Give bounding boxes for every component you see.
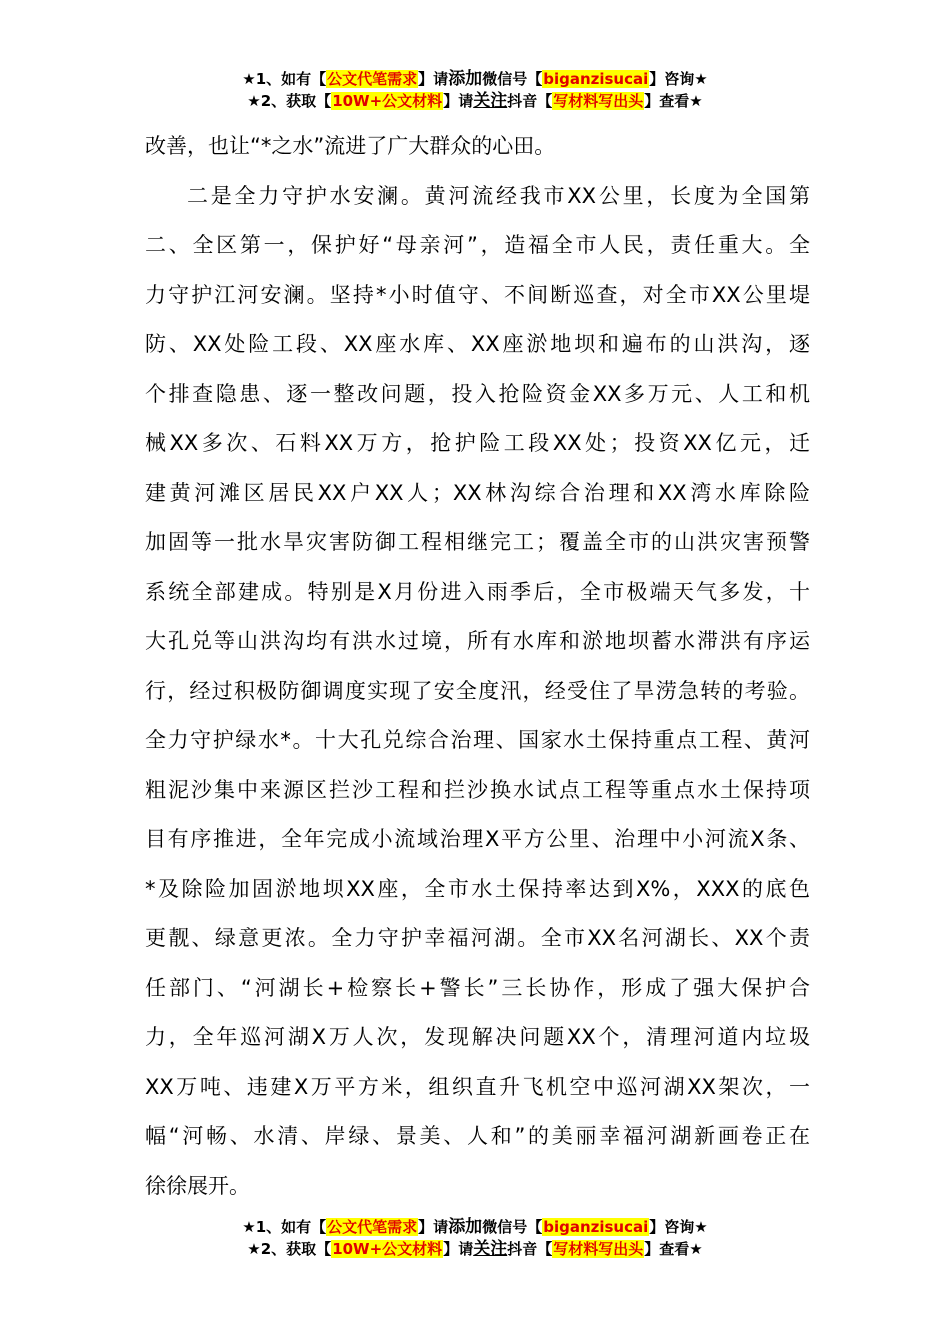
- banner-text: 抖音【: [507, 92, 553, 110]
- body-line: 系统全部建成。特别是X月份进入雨季后，全市极端天气多发，十: [145, 579, 810, 604]
- banner-text: ★2、获取【: [247, 1240, 332, 1258]
- banner-text: 微信号【: [482, 1218, 543, 1236]
- banner-highlight: 公文代笔需求: [327, 70, 418, 88]
- body-line: 更靓、绿意更浓。全力守护幸福河湖。全市XX名河湖长、XX个责: [145, 926, 810, 950]
- body-line: 力守护江河安澜。坚持*小时值守、不间断巡查，对全市XX公里堤: [145, 282, 810, 307]
- banner-highlight: 10W+公文材料: [332, 1240, 443, 1258]
- body-line: 目有序推进，全年完成小流域治理X平方公里、治理中小河流X条、: [145, 827, 810, 851]
- body-line: 建黄河滩区居民XX户XX人；XX林沟综合治理和XX湾水库除险: [145, 480, 810, 505]
- banner-text: ★2、获取【: [247, 92, 332, 110]
- banner-highlight: biganzisucai: [543, 70, 649, 88]
- body-line: 力，全年巡河湖X万人次，发现解决问题XX个，清理河道内垃圾: [145, 1025, 810, 1049]
- body-line: 改善，也让“*之水”流进了广大群众的心田。: [145, 134, 556, 158]
- body-line: 二是全力守护水安澜。黄河流经我市XX公里，长度为全国第: [187, 183, 810, 208]
- body-line: *及除险加固淤地坝XX座，全市水土保持率达到X%，XXX的底色: [145, 876, 810, 901]
- banner-emphasis: 关注: [473, 1239, 508, 1259]
- body-line: 个排查隐患、逐一整改问题，投入抢险资金XX多万元、人工和机: [145, 381, 810, 406]
- body-line: 二、全区第一，保护好“母亲河”，造福全市人民，责任重大。全: [145, 233, 810, 257]
- body-line: 徐徐展开。: [145, 1173, 250, 1198]
- header-banner: [0, 68, 950, 112]
- banner-emphasis: 添加: [448, 69, 483, 89]
- banner-highlight: 10W+公文材料: [332, 92, 443, 110]
- banner-text: ★1、如有【: [242, 70, 327, 88]
- banner-emphasis: 添加: [448, 1217, 483, 1237]
- body-line: 械XX多次、石料XX万方，抢护险工段XX处；投资XX亿元，迁: [145, 431, 810, 455]
- body-line: 幅“河畅、水清、岸绿、景美、人和”的美丽幸福河湖新画卷正在: [145, 1124, 810, 1148]
- banner-text: 微信号【: [482, 70, 543, 88]
- banner-text: 】请: [443, 92, 474, 110]
- banner-text: 】咨询★: [649, 70, 708, 88]
- banner-text: 抖音【: [507, 1240, 553, 1258]
- banner-text: 】查看★: [644, 1240, 703, 1258]
- banner-text: 】请: [443, 1240, 474, 1258]
- body-line: 行，经过积极防御调度实现了安全度汛，经受住了旱涝急转的考验。: [145, 678, 810, 703]
- body-line: 大孔兑等山洪沟均有洪水过境，所有水库和淤地坝蓄水滞洪有序运: [145, 629, 810, 653]
- banner-text: 】请: [418, 70, 449, 88]
- banner-text: 】查看★: [644, 92, 703, 110]
- body-line: 任部门、“河湖长+检察长+警长”三长协作，形成了强大保护合: [145, 975, 810, 1000]
- banner-emphasis: 关注: [473, 91, 508, 111]
- banner-highlight: 公文代笔需求: [327, 1218, 418, 1236]
- banner-text: 】请: [418, 1218, 449, 1236]
- footer-banner: [0, 1216, 950, 1260]
- body-line: XX万吨、违建X万平方米，组织直升飞机空中巡河湖XX架次，一: [145, 1074, 810, 1099]
- banner-highlight: 写材料写出头: [553, 92, 644, 110]
- body-line: 防、XX处险工段、XX座水库、XX座淤地坝和遍布的山洪沟，逐: [145, 332, 810, 356]
- banner-line-2: [0, 1238, 950, 1260]
- banner-highlight: 写材料写出头: [553, 1240, 644, 1258]
- banner-line-1: [0, 68, 950, 90]
- banner-text: 】咨询★: [649, 1218, 708, 1236]
- body-line: 加固等一批水旱灾害防御工程相继完工；覆盖全市的山洪灾害预警: [145, 530, 810, 554]
- body-line: 粗泥沙集中来源区拦沙工程和拦沙换水试点工程等重点水土保持项: [145, 777, 810, 802]
- body-line: 全力守护绿水*。十大孔兑综合治理、国家水土保持重点工程、黄河: [145, 728, 810, 752]
- banner-highlight: biganzisucai: [543, 1218, 649, 1236]
- banner-line-2: [0, 90, 950, 112]
- document-body: [145, 122, 810, 1211]
- banner-text: ★1、如有【: [242, 1218, 327, 1236]
- banner-line-1: [0, 1216, 950, 1238]
